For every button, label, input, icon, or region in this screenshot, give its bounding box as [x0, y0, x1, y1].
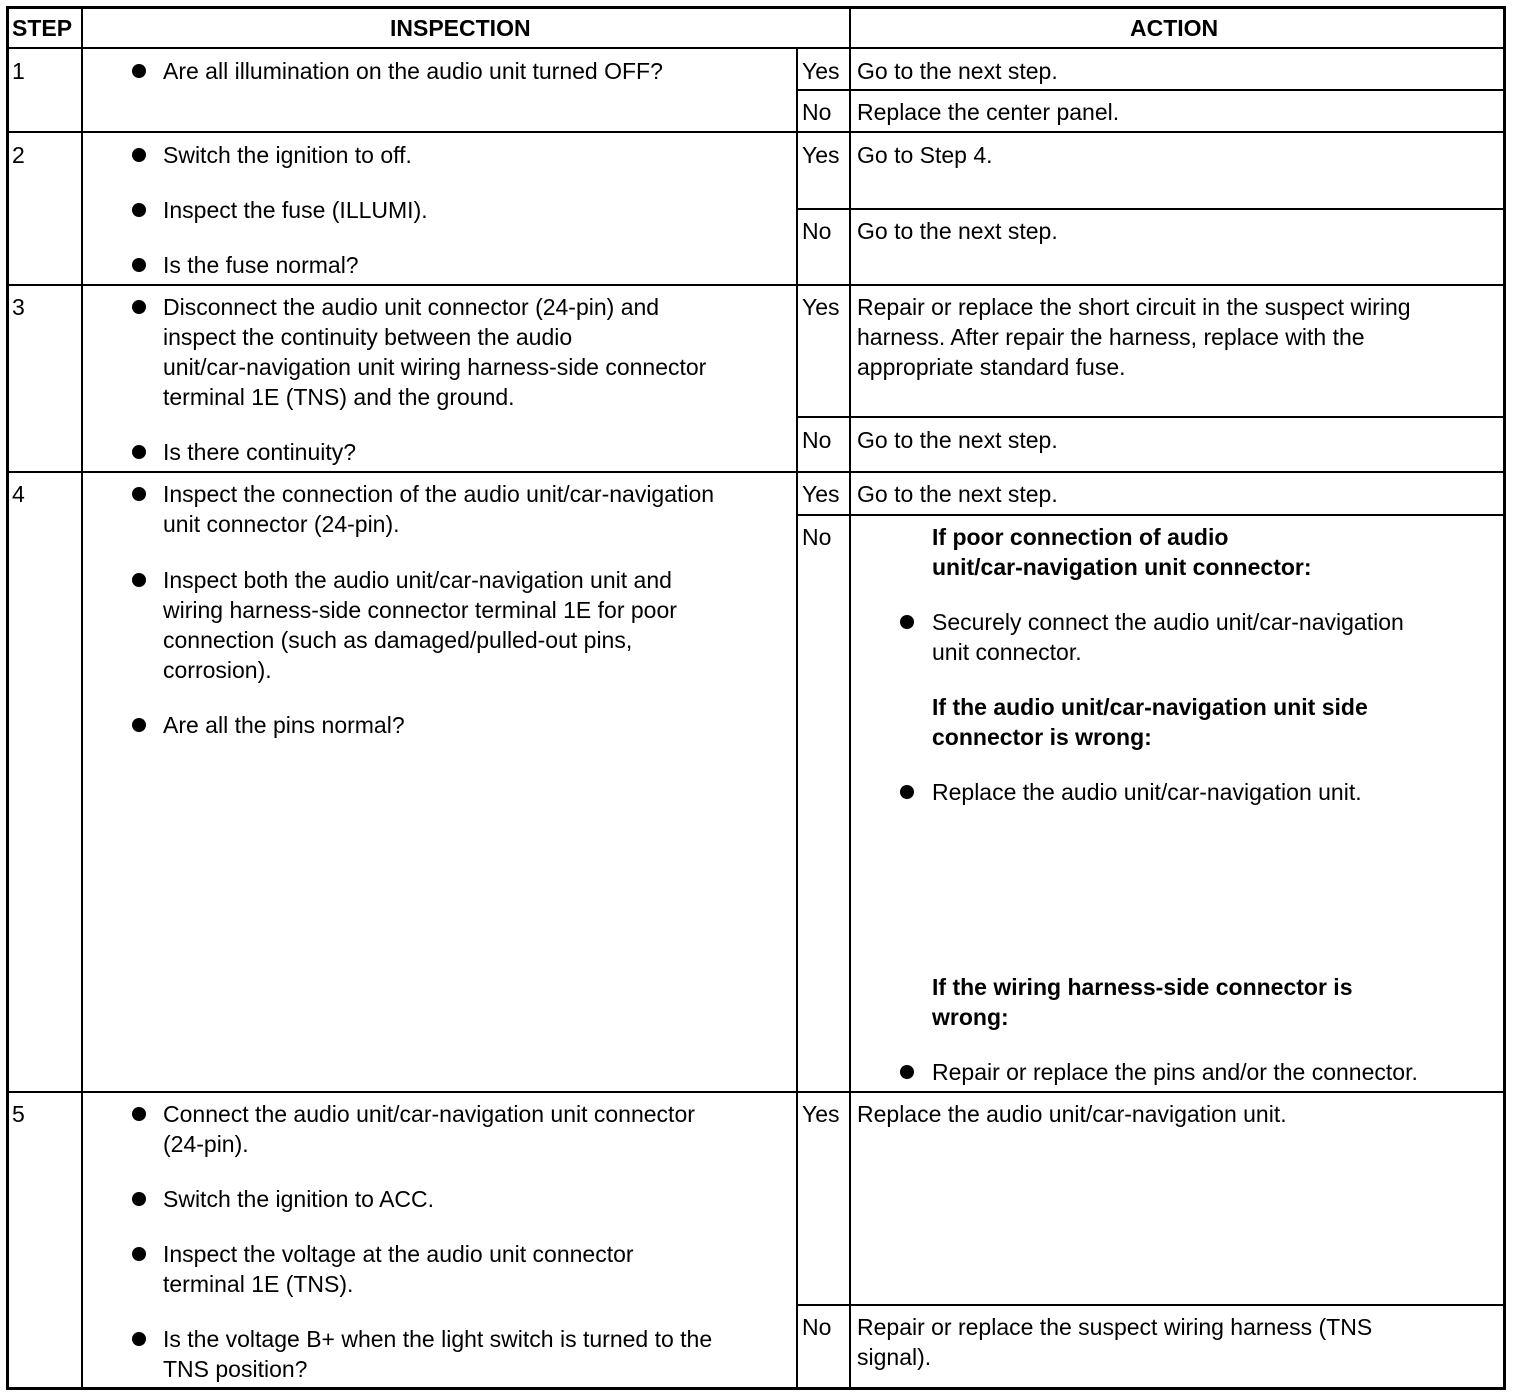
no-label: No: [802, 427, 832, 453]
col-divider-action: [849, 8, 851, 1389]
no-label: No: [802, 218, 832, 244]
inspection-text: Inspect the fuse (ILLUMI).: [163, 197, 428, 223]
inspection-text: terminal 1E (TNS) and the ground.: [163, 384, 515, 410]
inspection-text: Are all the pins normal?: [163, 712, 405, 738]
no-action: Repair or replace the suspect wiring harness (TNS: [857, 1314, 1373, 1340]
col-divider-step: [81, 8, 83, 1389]
inspection-text: Are all illumination on the audio unit turned OFF?: [163, 58, 663, 84]
inspection-text: Inspect the voltage at the audio unit connector: [163, 1241, 634, 1267]
bullet-icon: [132, 1192, 146, 1206]
no-action-heading: If poor connection of audio: [932, 524, 1229, 550]
no-action-heading: unit/car-navigation unit connector:: [932, 554, 1312, 580]
step-number: 5: [12, 1101, 25, 1127]
inspection-text: wiring harness-side connector terminal 1E for poor: [163, 597, 677, 623]
inspection-text: corrosion).: [163, 657, 272, 683]
yes-action: Replace the audio unit/car-navigation unit.: [857, 1101, 1287, 1127]
step-number: 1: [12, 58, 25, 84]
row-divider: [8, 131, 1504, 133]
bullet-icon: [132, 64, 146, 78]
inspection-text: Switch the ignition to off.: [163, 142, 412, 168]
yes-label: Yes: [802, 142, 840, 168]
no-action: Go to the next step.: [857, 427, 1058, 453]
inspection-text: terminal 1E (TNS).: [163, 1271, 354, 1297]
no-label: No: [802, 1314, 832, 1340]
inspection-text: Switch the ignition to ACC.: [163, 1186, 435, 1212]
yes-no-divider: [796, 89, 1504, 91]
inspection-text: TNS position?: [163, 1356, 308, 1382]
bullet-icon: [900, 615, 914, 629]
inspection-text: Inspect both the audio unit/car-navigation unit and: [163, 567, 672, 593]
yes-no-divider: [796, 208, 1504, 210]
bullet-icon: [132, 258, 146, 272]
yes-label: Yes: [802, 1101, 840, 1127]
inspection-text: Is the fuse normal?: [163, 252, 359, 278]
bullet-icon: [132, 445, 146, 459]
bullet-icon: [132, 148, 146, 162]
row-divider: [8, 284, 1504, 286]
inspection-text: Inspect the connection of the audio unit/car-navigation: [163, 481, 715, 507]
header-action: ACTION: [1130, 15, 1219, 41]
no-label: No: [802, 99, 832, 125]
inspection-text: unit/car-navigation unit wiring harness-side connector: [163, 354, 707, 380]
inspection-text: Is there continuity?: [163, 439, 357, 465]
bullet-icon: [132, 573, 146, 587]
bullet-icon: [132, 1107, 146, 1121]
bullet-icon: [132, 300, 146, 314]
header-inspection: INSPECTION: [390, 15, 531, 41]
yes-label: Yes: [802, 58, 840, 84]
inspection-text: Connect the audio unit/car-navigation unit connector: [163, 1101, 695, 1127]
col-divider-yesno: [796, 49, 798, 1389]
no-action-heading: wrong:: [932, 1004, 1009, 1030]
inspection-text: Is the voltage B+ when the light switch is turned to the: [163, 1326, 713, 1352]
row-divider: [8, 471, 1504, 473]
bullet-icon: [132, 1247, 146, 1261]
yes-action: appropriate standard fuse.: [857, 354, 1126, 380]
step-number: 3: [12, 294, 25, 320]
no-action-item: unit connector.: [932, 639, 1082, 665]
yes-label: Yes: [802, 481, 840, 507]
yes-action: Repair or replace the short circuit in the suspect wiring: [857, 294, 1411, 320]
yes-label: Yes: [802, 294, 840, 320]
inspection-text: inspect the continuity between the audio: [163, 324, 573, 350]
header-step: STEP: [12, 15, 73, 41]
no-action: Go to the next step.: [857, 218, 1058, 244]
step-number: 4: [12, 481, 25, 507]
bullet-icon: [132, 1332, 146, 1346]
no-action-heading: If the audio unit/car-navigation unit side: [932, 694, 1368, 720]
no-label: No: [802, 524, 832, 550]
inspection-text: connection (such as damaged/pulled-out pins,: [163, 627, 633, 653]
row-divider: [8, 1091, 1504, 1093]
yes-action: harness. After repair the harness, replace with the: [857, 324, 1365, 350]
inspection-text: unit connector (24-pin).: [163, 511, 400, 537]
bullet-icon: [132, 203, 146, 217]
inspection-text: Disconnect the audio unit connector (24-pin) and: [163, 294, 660, 320]
no-action: Replace the center panel.: [857, 99, 1120, 125]
yes-no-divider: [796, 514, 1504, 516]
row-divider: [8, 47, 1504, 49]
no-action-heading: If the wiring harness-side connector is: [932, 974, 1353, 1000]
yes-no-divider: [796, 1304, 1504, 1306]
yes-action: Go to Step 4.: [857, 142, 993, 168]
bullet-icon: [900, 1065, 914, 1079]
no-action-item: Replace the audio unit/car-navigation unit.: [932, 779, 1362, 805]
inspection-text: (24-pin).: [163, 1131, 249, 1157]
no-action-item: Repair or replace the pins and/or the connector.: [932, 1059, 1418, 1085]
no-action-heading: connector is wrong:: [932, 724, 1152, 750]
no-action: signal).: [857, 1344, 932, 1370]
step-number: 2: [12, 142, 25, 168]
yes-no-divider: [796, 416, 1504, 418]
bullet-icon: [132, 487, 146, 501]
bullet-icon: [900, 785, 914, 799]
bullet-icon: [132, 718, 146, 732]
yes-action: Go to the next step.: [857, 481, 1058, 507]
no-action-item: Securely connect the audio unit/car-navigation: [932, 609, 1404, 635]
yes-action: Go to the next step.: [857, 58, 1058, 84]
